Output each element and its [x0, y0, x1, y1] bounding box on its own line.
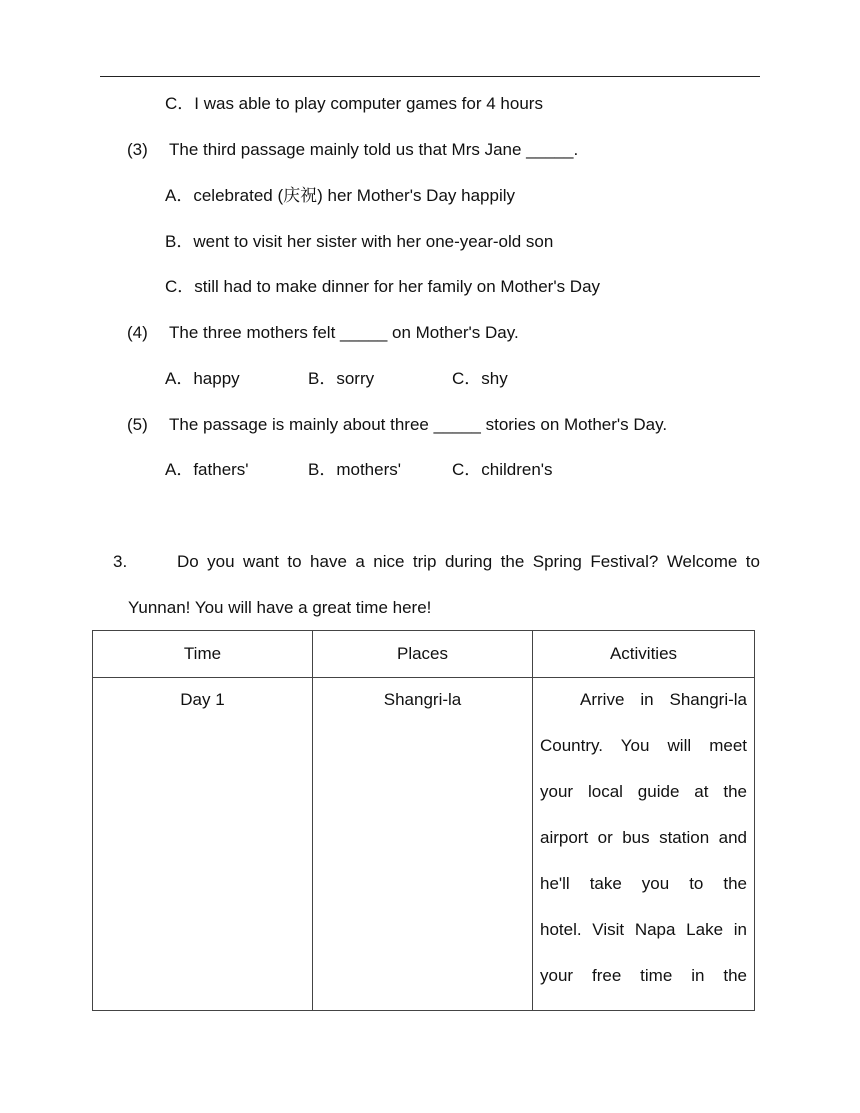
- question-number: (4): [127, 323, 148, 342]
- option-text-cn: 庆祝: [283, 186, 318, 206]
- option-text: went to visit her sister with her one-year-old son: [193, 232, 554, 251]
- activity-line: Country. You will meet: [540, 736, 747, 755]
- question-text: The passage is mainly about three _____ stories on Mother's Day.: [169, 415, 668, 434]
- cell-time: [93, 678, 313, 1011]
- activity-line: hotel. Visit Napa Lake in: [540, 920, 747, 939]
- option-label: A．: [165, 186, 194, 205]
- activity-line: your free time in the: [540, 966, 747, 985]
- option-a: A．happy: [165, 369, 240, 388]
- activity-line: he'll take you to the: [540, 874, 747, 893]
- option-b: B．sorry: [308, 369, 375, 388]
- option-c: C．children's: [452, 460, 553, 479]
- cell-place: [313, 678, 533, 1011]
- activities-text: [533, 678, 754, 1010]
- activity-line: Arrive in Shangri-la: [580, 690, 747, 709]
- option-label: B．: [165, 232, 194, 251]
- option-b: B．mothers': [308, 460, 401, 479]
- header-rule: [100, 76, 760, 77]
- question-number: (3): [127, 140, 148, 159]
- intro-line-2: Yunnan! You will have a great time here!: [128, 598, 432, 617]
- option-text-pre: celebrated (: [193, 186, 284, 205]
- option-c: [165, 275, 600, 299]
- time-value: Day 1: [180, 690, 225, 709]
- question-number: 3.: [113, 552, 128, 571]
- option-b: [165, 230, 553, 254]
- cell-activities: [533, 678, 755, 1011]
- option-c: C．shy: [452, 369, 508, 388]
- question-text: The three mothers felt _____ on Mother's Day.: [169, 323, 519, 342]
- activity-line: airport or bus station and: [540, 828, 747, 847]
- header-places: Places: [313, 631, 533, 678]
- itinerary-table: [92, 630, 755, 1011]
- question-text: The third passage mainly told us that Mrs Jane _____.: [169, 140, 579, 159]
- q2-prev-option-c: C．I was able to play computer games for 4 hours: [165, 94, 543, 113]
- option-a: A．fathers': [165, 460, 249, 479]
- option-a: [165, 184, 515, 208]
- table-row: [93, 678, 755, 1011]
- option-label: C．: [165, 277, 195, 296]
- place-value: Shangri-la: [383, 690, 462, 709]
- activity-line: your local guide at the: [540, 782, 747, 801]
- option-text: still had to make dinner for her family on Mother's Day: [194, 277, 601, 296]
- header-activities: Activities: [533, 631, 755, 678]
- header-time: Time: [93, 631, 313, 678]
- table-header-row: [93, 631, 755, 678]
- intro-line-1: Do you want to have a nice trip during the Spring Festival? Welcome to: [177, 552, 760, 571]
- option-text-post: ) her Mother's Day happily: [317, 186, 516, 205]
- question-number: (5): [127, 415, 148, 434]
